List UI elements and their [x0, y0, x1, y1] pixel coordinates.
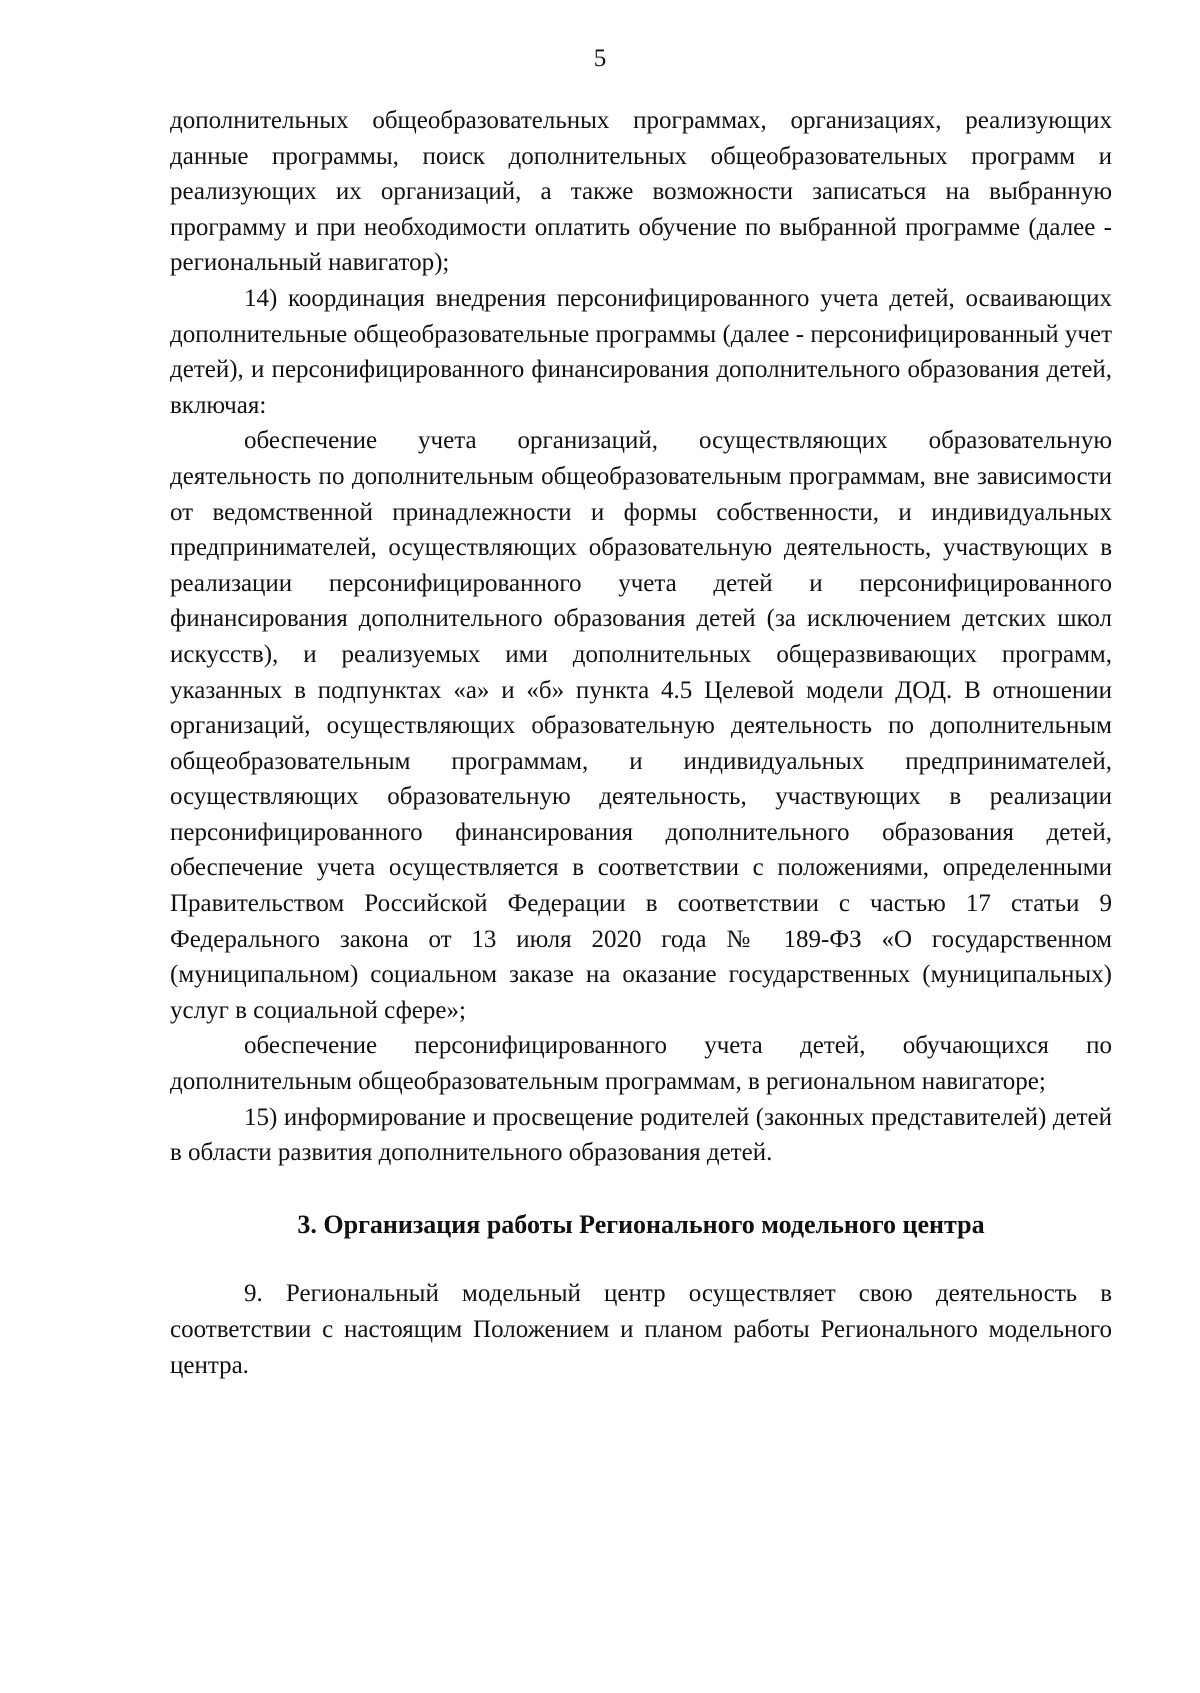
paragraph-item-9: 9. Региональный модельный центр осуществляет свою деятельность в соответствии с настоящим Положением и планом работы Регионального модельного центра. [170, 1280, 1112, 1379]
paragraph-navigator-continuation: дополнительных общеобразовательных программах, организациях, реализующих данные программы, поиск дополнительных общеобразовательных программ и реализующих их организаций, а также возможности записаться на выбранную программу и при необходимости оплатить обучение по выбранной программе (далее - региональный навигатор); [170, 107, 1112, 277]
document-body [170, 103, 1112, 1383]
page-number: 5 [593, 45, 607, 72]
paragraph-item-14: 14) координация внедрения персонифицированного учета детей, осваивающих дополнительные общеобразовательные программы (далее - персонифицированный учет детей), и персонифицированного финансирования дополнительного образования детей, включая: [170, 284, 1112, 419]
section-heading: 3. Организация работы Регионального модельного центра [297, 1209, 985, 1239]
paragraph-accounting-children: обеспечение персонифицированного учета детей, обучающихся по дополнительным общеобразовательным программам, в региональном навигаторе; [170, 1032, 1112, 1096]
paragraph-accounting-organizations: обеспечение учета организаций, осуществляющих образовательную деятельность по дополнительным общеобразовательным программам, вне зависимости от ведомственной принадлежности и формы собственности, и индивидуальных предпринимателей, осуществляющих образовательную деятельность, участвующих в реализации персонифицированного учета детей и персонифицированного финансирования дополнительного образования детей (за исключением детских школ искусств), и реализуемых ими дополнительных общеразвивающих программ, указанных в подпунктах «а» и «б» пункта 4.5 Целевой модели ДОД. В отношении организаций, осуществляющих образовательную деятельность по дополнительным общеобразовательным программам, и индивидуальных предпринимателей, осуществляющих образовательную деятельность, участвующих в реализации персонифицированного финансирования дополнительного образования детей, обеспечение учета осуществляется в соответствии с положениями, определенными Правительством Российской Федерации в соответствии с частью 17 статьи 9 Федерального закона от 13 июля 2020 года № 189-ФЗ «О государственном (муниципальном) социальном заказе на оказание государственных (муниципальных) услуг в социальной сфере»; [170, 427, 1112, 1024]
paragraph-item-15: 15) информирование и просвещение родителей (законных представителей) детей в области развития дополнительного образования детей. [170, 1103, 1112, 1167]
